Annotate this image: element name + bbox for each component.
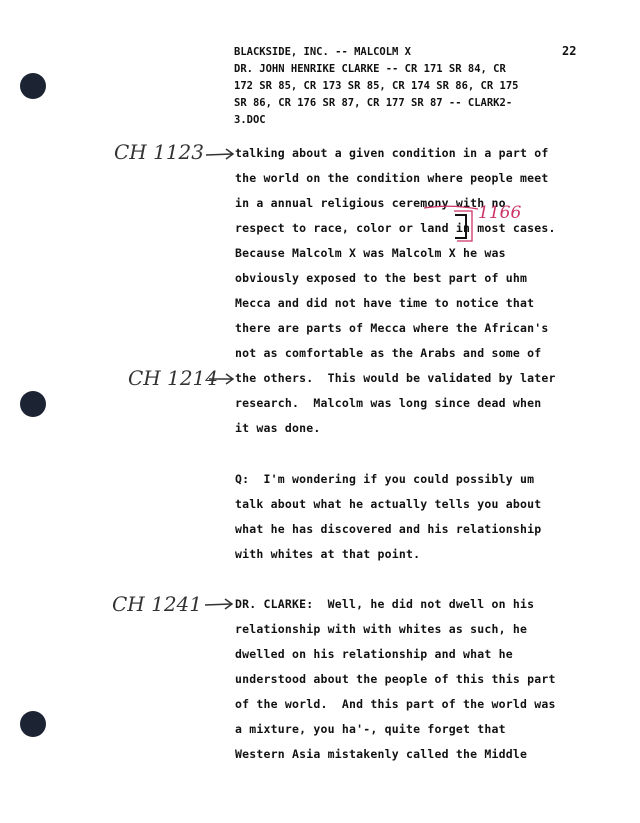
handwritten-timecode-pink: 1166 [478, 203, 522, 223]
header-line: SR 86, CR 176 SR 87, CR 177 SR 87 -- CLARK2- [234, 97, 513, 109]
transcript-line: the others. This would be validated by later [235, 371, 556, 385]
transcript-line: Mecca and did not have time to notice that [235, 296, 535, 310]
handwritten-timecode-1: CH 1123 [114, 140, 204, 164]
transcript-line: DR. CLARKE: Well, he did not dwell on his [235, 597, 535, 611]
header-line: BLACKSIDE, INC. -- MALCOLM X [234, 46, 412, 58]
transcript-line: in a annual religious ceremony with no [235, 196, 506, 210]
handwritten-timecode-3: CH 1241 [112, 592, 202, 616]
transcript-line: not as comfortable as the Arabs and some of [235, 346, 542, 360]
header-line: 172 SR 85, CR 173 SR 85, CR 174 SR 86, CR 175 [234, 80, 519, 92]
transcript-line: respect to race, color or land in most cases. [235, 221, 556, 235]
transcript-line: a mixture, you ha'-, quite forget that [235, 722, 506, 736]
header-line: DR. JOHN HENRIKE CLARKE -- CR 171 SR 84, CR [234, 63, 506, 75]
arrow-icon [209, 374, 233, 384]
transcript-line: relationship with with whites as such, he [235, 622, 528, 636]
pink-underline-mark [424, 206, 478, 209]
transcript-line: what he has discovered and his relationship [235, 522, 542, 536]
transcript-line: understood about the people of this this part [235, 672, 556, 686]
arrow-icon [205, 599, 232, 609]
bracket-mark [455, 215, 466, 238]
transcript-line: talk about what he actually tells you about [235, 497, 542, 511]
page-number: 22 [562, 44, 577, 58]
handwritten-timecode-2: CH 1214 [128, 366, 218, 390]
arrow-icon [206, 149, 233, 159]
transcript-line: Western Asia mistakenly called the Middle [235, 747, 528, 761]
transcript-line: research. Malcolm was long since dead when [235, 396, 542, 410]
transcript-line: obviously exposed to the best part of uhm [235, 271, 528, 285]
header-line: 3.DOC [234, 114, 266, 126]
transcript-line: Because Malcolm X was Malcolm X he was [235, 246, 506, 260]
transcript-line: of the world. And this part of the world was [235, 697, 556, 711]
transcript-line: the world on the condition where people meet [235, 171, 549, 185]
transcript-line: Q: I'm wondering if you could possibly um [235, 472, 535, 486]
transcript-line: with whites at that point. [235, 547, 421, 561]
transcript-line: dwelled on his relationship and what he [235, 647, 513, 661]
transcript-line: there are parts of Mecca where the African's [235, 321, 549, 335]
transcript-line: it was done. [235, 421, 321, 435]
transcript-line: talking about a given condition in a part of [235, 146, 549, 160]
